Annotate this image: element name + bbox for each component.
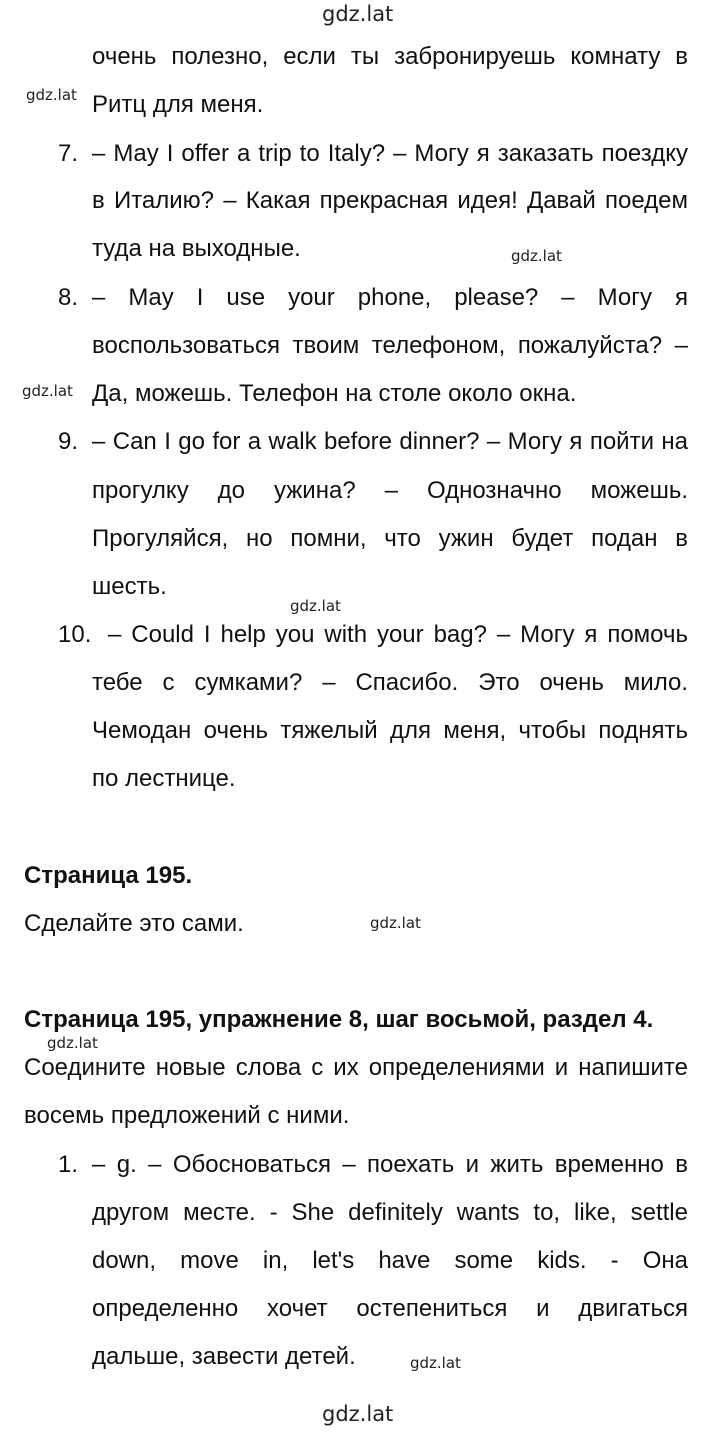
text-line: очень полезно, если ты забронируешь комнату в: [92, 43, 688, 70]
list-number: 9.: [58, 428, 79, 455]
text-line: шесть.: [92, 573, 167, 600]
watermark: gdz.lat: [290, 597, 341, 615]
text-line: определенно хочет остепениться и двигаться: [92, 1295, 688, 1322]
section-heading: Страница 195, упражнение 8, шаг восьмой, раздел 4.: [24, 1006, 654, 1033]
watermark: gdz.lat: [22, 382, 73, 400]
text-line: Сделайте это сами.: [24, 910, 244, 937]
text-line: дальше, завести детей.: [92, 1343, 356, 1370]
watermark-bottom: gdz.lat: [322, 1402, 394, 1426]
text-line: тебе с сумками? – Спасибо. Это очень мило.: [92, 669, 688, 696]
text-line: прогулку до ужина? – Однозначно можешь.: [92, 477, 688, 504]
text-line: воспользоваться твоим телефоном, пожалуйста? –: [92, 332, 688, 359]
list-number: 1.: [58, 1151, 79, 1178]
list-number: 8.: [58, 284, 79, 311]
watermark-top: gdz.lat: [322, 2, 394, 26]
text-line: восемь предложений с ними.: [24, 1102, 350, 1129]
text-line: – May I use your phone, please? – Могу я: [92, 284, 688, 311]
text-line: в Италию? – Какая прекрасная идея! Давай поедем: [92, 187, 688, 214]
text-line: Прогуляйся, но помни, что ужин будет подан в: [92, 525, 688, 552]
text-line: другом месте. - She definitely wants to, like, settle: [92, 1199, 688, 1226]
text-line: Ритц для меня.: [92, 91, 264, 118]
text-line: – g. – Обосноваться – поехать и жить временно в: [92, 1151, 688, 1178]
text-line: Чемодан очень тяжелый для меня, чтобы поднять: [92, 717, 688, 744]
text-line: Да, можешь. Телефон на столе около окна.: [92, 380, 577, 407]
watermark: gdz.lat: [47, 1034, 98, 1052]
text-line: down, move in, let's have some kids. - Она: [92, 1247, 688, 1274]
text-line: туда на выходные.: [92, 235, 301, 262]
list-number: 7.: [58, 140, 79, 167]
text-line: – Can I go for a walk before dinner? – Могу я пойти на: [92, 428, 688, 455]
watermark: gdz.lat: [511, 247, 562, 265]
text-line: – May I offer a trip to Italy? – Могу я заказать поездку: [92, 140, 688, 167]
text-line: Соедините новые слова с их определениями и напишите: [24, 1054, 688, 1081]
watermark: gdz.lat: [370, 914, 421, 932]
section-heading: Страница 195.: [24, 862, 193, 889]
watermark: gdz.lat: [26, 86, 77, 104]
text-line: – Could I help you with your bag? – Могу я помочь: [108, 621, 688, 648]
list-number: 10.: [58, 621, 92, 648]
watermark: gdz.lat: [410, 1354, 461, 1372]
text-line: по лестнице.: [92, 765, 236, 792]
